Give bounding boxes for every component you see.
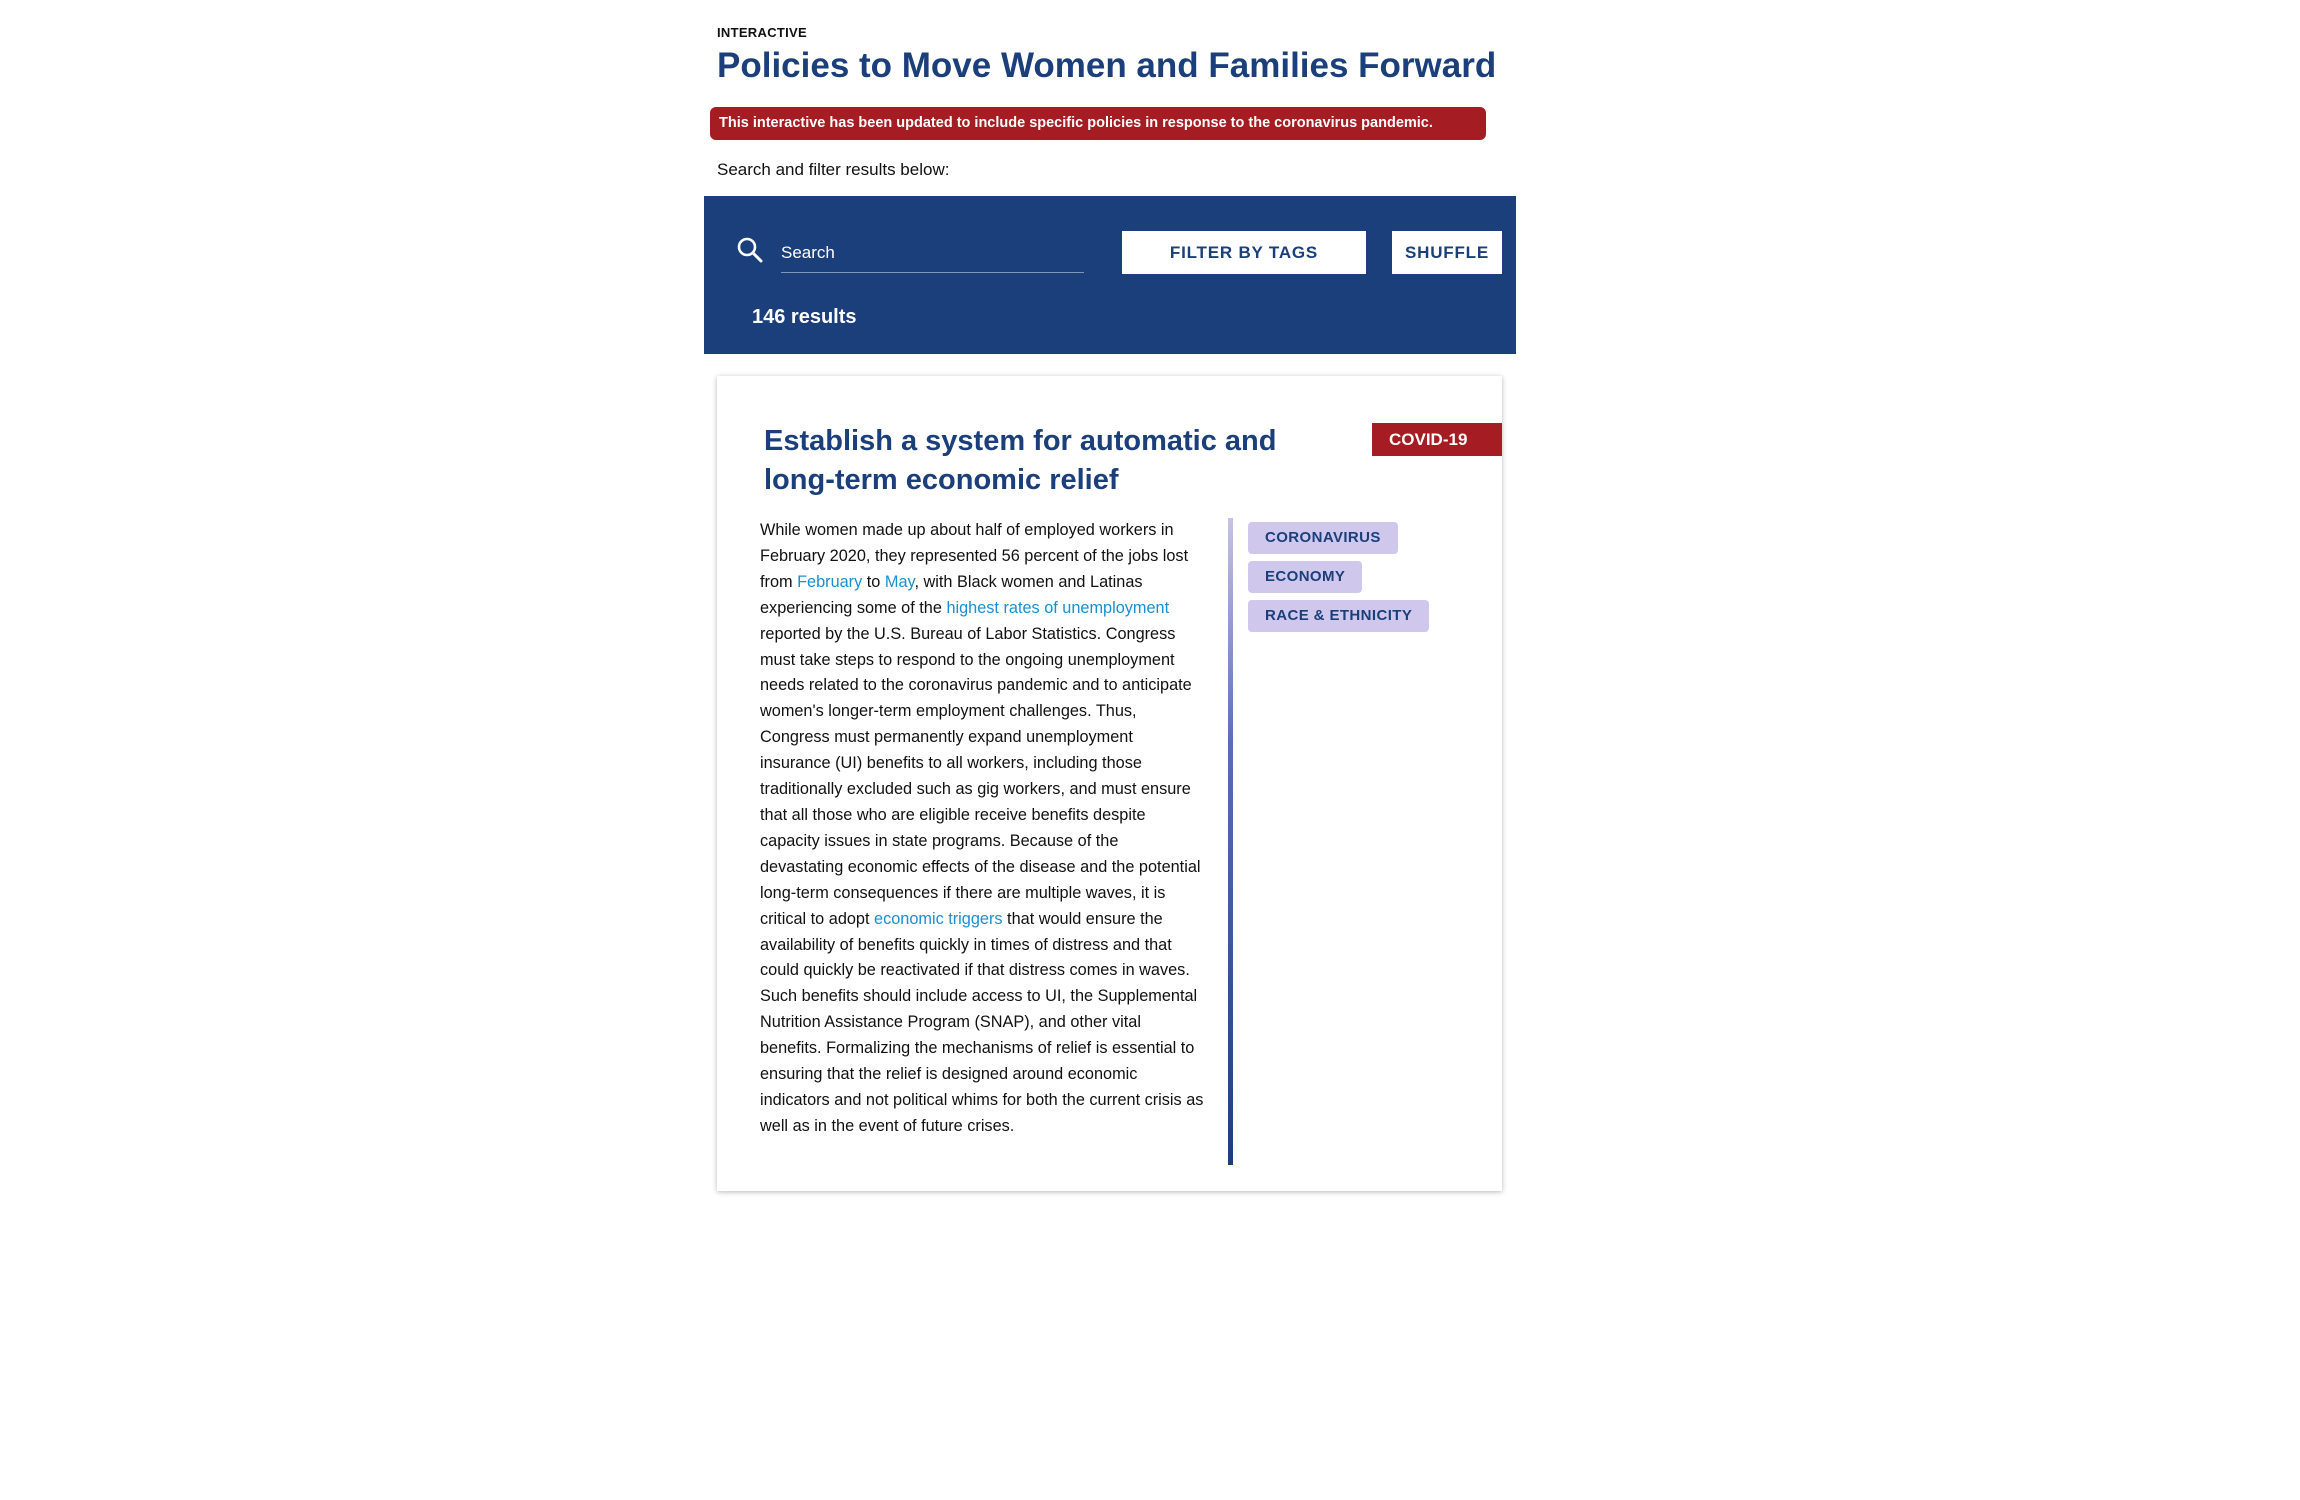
policy-card (717, 376, 1502, 1191)
body-text: reported by the U.S. Bureau of Labor Statistics. Congress must take steps to respond to the ongoing unemployment needs related to the coronavirus pandemic and to anticipate women's longer-term employment challenges. Thus, Congress must permanently expand unemployment insurance (UI) benefits to all workers, including those traditionally excluded such as gig workers, and must ensure that all those who are eligible receive benefits despite capacity issues in state programs. Because of the devastating economic effects of the disease and the potential long-term consequences if there are multiple waves, it is critical to adopt (760, 624, 1201, 928)
card-divider (1228, 518, 1233, 1165)
filter-by-tags-button[interactable]: FILTER BY TAGS (1122, 231, 1366, 274)
card-body (760, 518, 1205, 1140)
body-link[interactable]: economic triggers (874, 909, 1003, 928)
results-count: 146 results (752, 306, 857, 328)
search-input[interactable] (781, 234, 1084, 273)
search-icon[interactable] (736, 236, 764, 264)
kicker-label: INTERACTIVE (717, 25, 807, 40)
body-link[interactable]: May (884, 572, 915, 591)
card-title: Establish a system for automatic and long-term economic relief (764, 425, 1277, 496)
shuffle-button[interactable]: SHUFFLE (1392, 231, 1502, 274)
covid-badge[interactable]: COVID-19 (1372, 423, 1502, 456)
update-banner: This interactive has been updated to include specific policies in response to the coronavirus pandemic. (710, 107, 1486, 140)
body-text: to (862, 572, 885, 591)
topic-tag[interactable]: CORONAVIRUS (1248, 522, 1398, 554)
topic-tag[interactable]: ECONOMY (1248, 561, 1362, 593)
topic-tag[interactable]: RACE & ETHNICITY (1248, 600, 1429, 632)
body-text: While women made up about half of employed workers in February 2020, they represented 56 percent of the jobs lost from (760, 521, 1189, 591)
body-link[interactable]: February (797, 572, 863, 591)
page-title: Policies to Move Women and Families Forward (717, 46, 1497, 85)
filter-panel (704, 196, 1516, 354)
intro-text: Search and filter results below: (717, 160, 950, 179)
topic-tags (1248, 522, 1429, 639)
body-text: that would ensure the availability of benefits quickly in times of distress and that could quickly be reactivated if that distress comes in waves. Such benefits should include access to UI, the Supplemental Nutrition Assistance Program (SNAP), and other vital benefits. Formalizing the mechanisms of relief is essential to ensuring that the relief is designed around economic indicators and not political whims for both the current crisis as well as in the event of future crises. (760, 909, 1204, 1135)
body-text: , with Black women and Latinas experiencing some of the (760, 572, 1143, 617)
body-link[interactable]: highest rates of unemployment (946, 598, 1170, 617)
